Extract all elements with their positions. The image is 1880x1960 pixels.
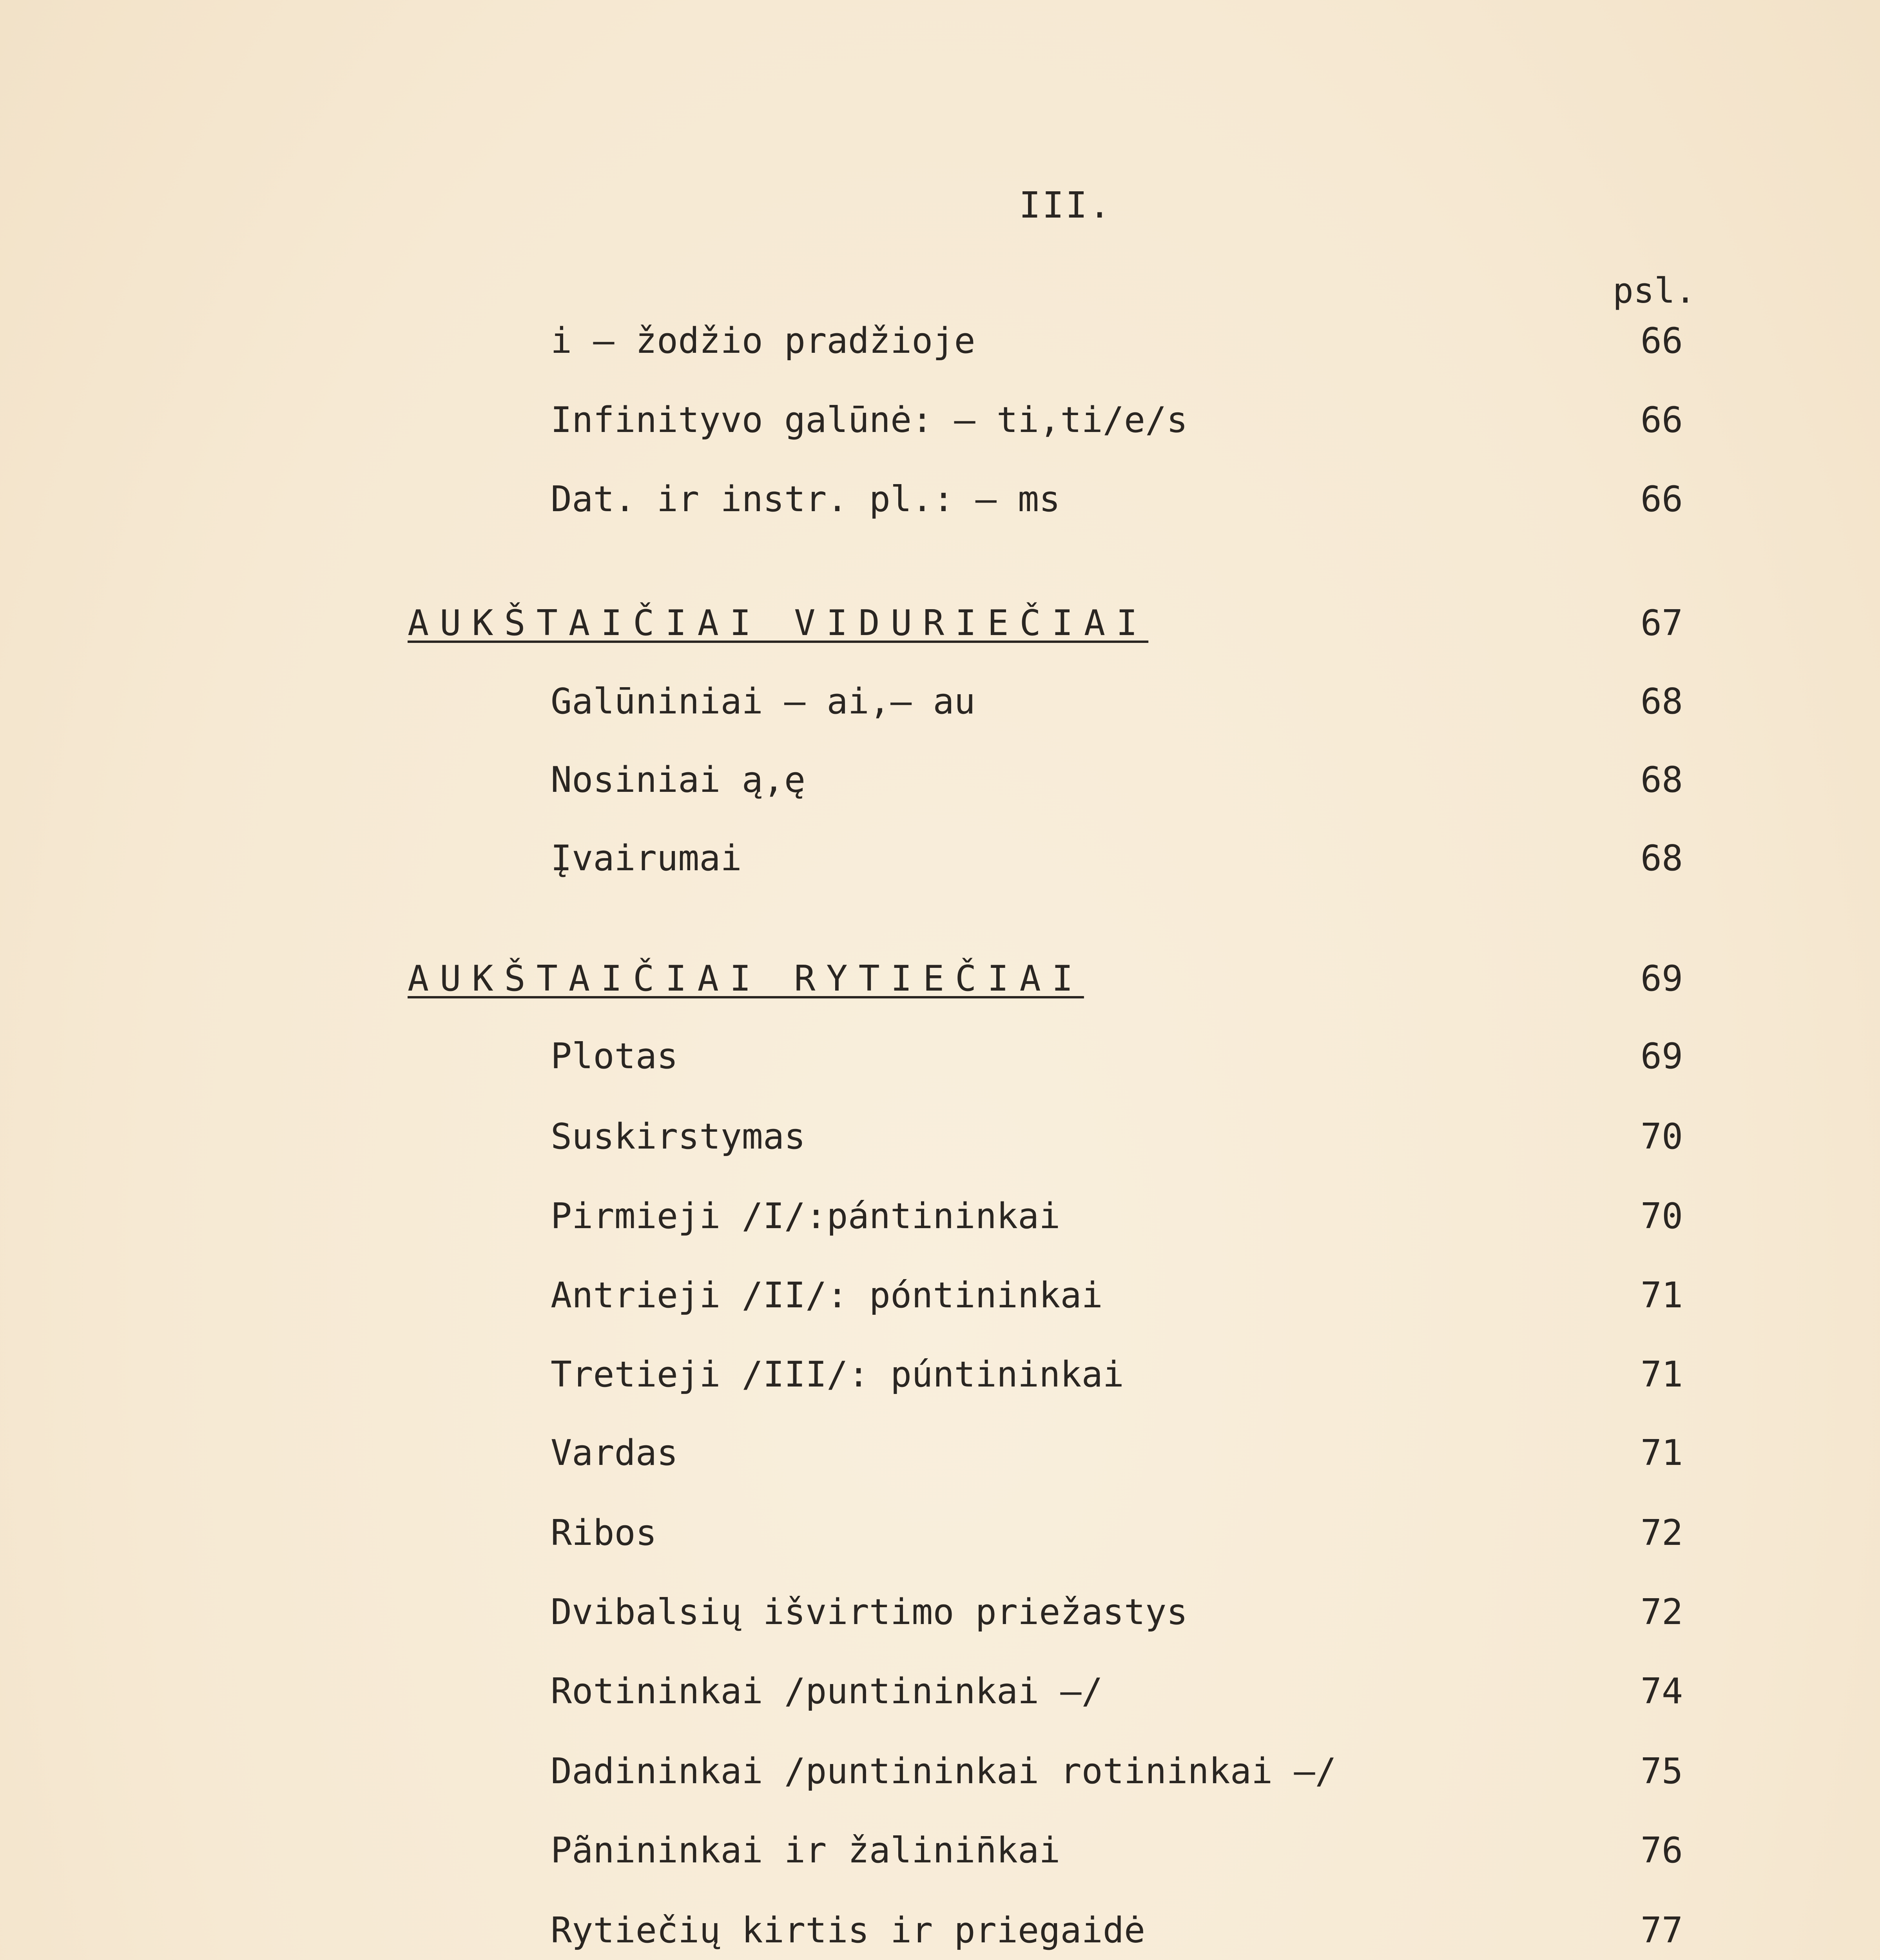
toc-entry-title: Plotas [551,1036,678,1077]
toc-entry-title: Pãnininkai ir žalinin̄kai [551,1830,1061,1871]
toc-entry-title: Nosiniai ą,ę [551,759,806,800]
toc-row [0,1512,1880,1578]
toc-entry-page: 66 [1640,479,1683,520]
toc-entry-page: 71 [1640,1275,1683,1316]
page-column-header: psl. [1613,270,1696,311]
toc-entry-page: 68 [1640,838,1683,879]
toc-row [0,759,1880,825]
toc-row [0,1116,1880,1182]
toc-row [0,838,1880,904]
toc-entry-page: 71 [1640,1354,1683,1395]
toc-section-title: AUKŠTAIČIAI RYTIEČIAI [408,958,1084,999]
toc-section-title: AUKŠTAIČIAI VIDURIEČIAI [408,603,1149,644]
toc-row [0,1830,1880,1896]
toc-entry-title: Galūniniai — ai,— au [551,681,975,722]
toc-entry-page: 74 [1640,1671,1683,1712]
toc-entry-page: 70 [1640,1116,1683,1157]
toc-entry-title: Dat. ir instr. pl.: — ms [551,479,1061,520]
toc-entry-title: Ribos [551,1512,657,1553]
toc-entry-title: Vardas [551,1432,678,1474]
toc-section-row [0,958,1880,1024]
toc-entry-title: Dvibalsių išvirtimo priežastys [551,1592,1188,1633]
toc-row [0,1751,1880,1817]
toc-row [0,1592,1880,1657]
toc-row [0,1671,1880,1737]
page-number: III. [1019,184,1112,226]
toc-entry-title: Rotininkai /puntininkai —/ [551,1671,1103,1712]
toc-entry-page: 66 [1640,320,1683,361]
toc-entry-page: 71 [1640,1432,1683,1474]
toc-entry-page: 76 [1640,1830,1683,1871]
toc-row [0,320,1880,386]
toc-row [0,399,1880,465]
toc-entry-page: 68 [1640,681,1683,722]
toc-section-row [0,603,1880,668]
toc-entry-page: 66 [1640,399,1683,441]
toc-entry-title: Antrieji /II/: póntininkai [551,1275,1103,1316]
toc-section-page: 69 [1640,958,1683,999]
toc-entry-title: Rytiečių kirtis ir priegaidė [551,1910,1146,1951]
toc-entry-page: 75 [1640,1751,1683,1792]
toc-entry-page: 72 [1640,1512,1683,1553]
toc-entry-title: Infinityvo galūnė: — ti,ti/e/s [551,399,1188,441]
toc-row [0,1036,1880,1102]
toc-entry-title: Pirmieji /I/:pántininkai [551,1196,1061,1237]
toc-entry-title: Dadininkai /puntininkai rotininkai —/ [551,1751,1336,1792]
toc-row [0,479,1880,544]
toc-entry-page: 69 [1640,1036,1683,1077]
toc-row [0,1910,1880,1960]
toc-row [0,1196,1880,1261]
toc-entry-title: i — žodžio pradžioje [551,320,975,361]
toc-row [0,681,1880,747]
toc-row [0,1354,1880,1420]
toc-row [0,1432,1880,1498]
toc-entry-title: Tretieji /III/: púntininkai [551,1354,1124,1395]
toc-entry-page: 68 [1640,759,1683,800]
toc-row [0,1275,1880,1341]
toc-entry-page: 77 [1640,1910,1683,1951]
toc-entry-title: Įvairumai [551,838,742,879]
toc-entry-title: Suskirstymas [551,1116,806,1157]
toc-section-page: 67 [1640,603,1683,644]
toc-entry-page: 70 [1640,1196,1683,1237]
toc-entry-page: 72 [1640,1592,1683,1633]
